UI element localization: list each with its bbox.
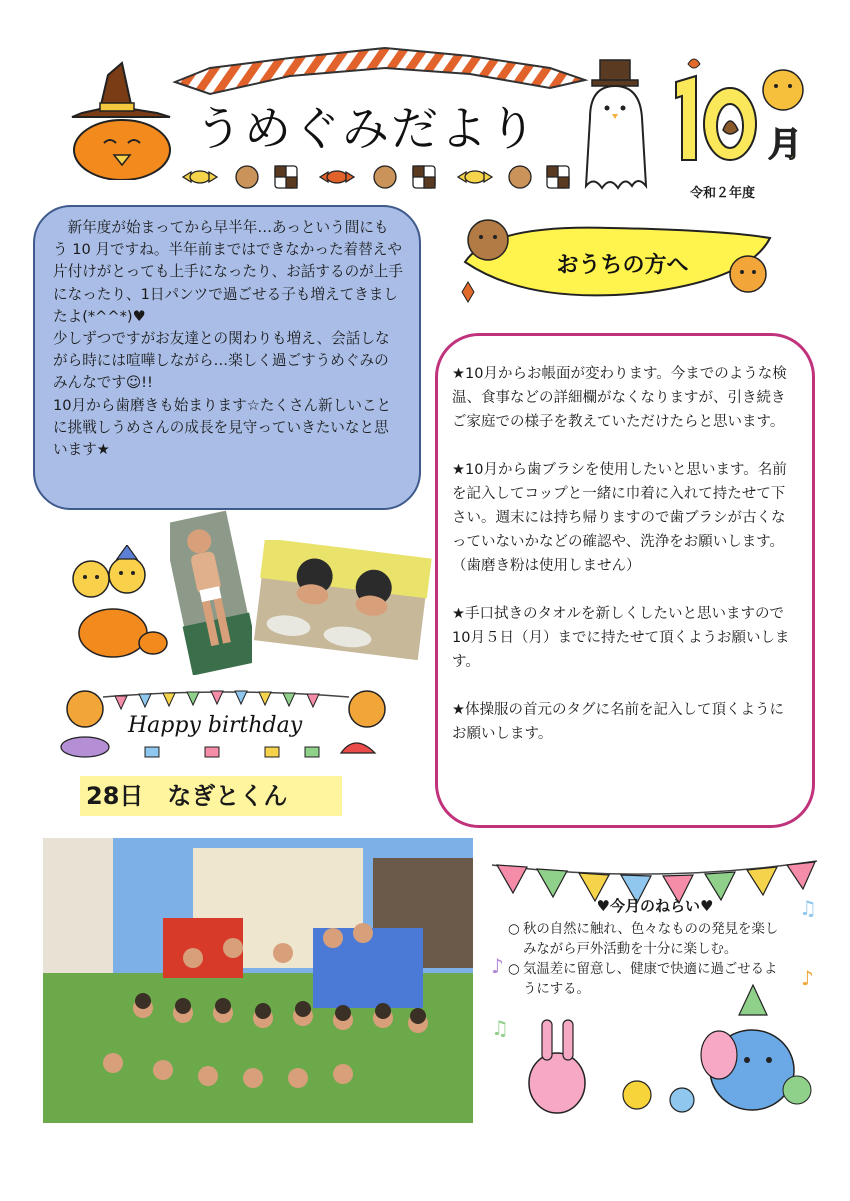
notice-item: ★10月から歯ブラシを使用したいと思います。名前を記入してコップと一緒に巾着に入れて持たせて下さい。週末には持ち帰りますので歯ブラシが古くなっていないかなどの確認や、洗浄をお願いします。（歯磨き粉は使用しません） [452,462,787,574]
svg-text:♪: ♪ [801,966,814,990]
aim-text: 気温差に留意し、健康で快適に過ごせるようにする。 [523,962,778,997]
newsletter-title: うめぐみだより [195,102,538,157]
happy-birthday-text: Happy birthday [128,713,303,738]
svg-text:♫: ♫ [799,896,817,920]
monthly-aims-list [508,920,783,1000]
aim-item [508,920,783,960]
month-10-title-graphic [668,52,818,170]
svg-text:♪: ♪ [491,954,504,978]
cats-pumpkin-illustration [65,545,170,660]
svg-text:月: 月 [768,125,802,165]
parent-notice-box [435,333,815,828]
ghost-top-hat-icon [580,58,650,193]
jack-o-lantern-witch-hat-icon [62,55,182,180]
intro-message-box [33,205,421,510]
class-group-photo [43,838,473,1123]
birthday-entry: 28日 なぎとくん [80,776,342,816]
monthly-aims-title: ♥今月のねらい♥ [596,897,714,915]
children-eating-photo [252,540,432,660]
child-swimwear-photo [170,510,252,675]
fiscal-year-label: 令和２年度 [690,186,756,201]
candy-cookie-decoration-row [175,160,580,194]
intro-paragraph-1: 新年度が始まってから早半年…あっという間にもう 10 月ですね。半年前まではできなかった着替えや片付けがとっても上手になったり、お話するのが上手になったり、1日パンツで過ごせる子も増えてきましたよ(*^^*)♥ [53,219,403,325]
aim-bullet: ○ [508,962,520,977]
notice-item: ★手口拭きのタオルを新しくしたいと思いますので 10月５日（月）までに持たせて頂くようお願いします。 [452,606,790,670]
notice-item: ★10月からお帳面が変わります。今までのような検温、食事などの詳細欄がなくなりますが、引き続きご家庭での様子を教えていただけたらと思います。 [452,366,787,430]
svg-text:♫: ♫ [491,1016,509,1040]
intro-paragraph-3: 10月から歯磨きも始まります☆たくさん新しいことに挑戦しうめさんの成長を見守っていきたいなと思います★ [53,396,392,459]
intro-paragraph-2: 少しずつですがお友達との関わりも増え、会話しながら時には喧嘩しながら…楽しく過ごすうめぐみのみんなです☺!! [53,330,390,392]
aim-bullet: ○ [508,922,520,937]
notice-heading: おうちの方へ [556,253,689,278]
notice-item: ★体操服の首元のタグに名前を記入して頂くようにお願いします。 [452,702,784,742]
aim-item [508,960,783,1000]
aim-text: 秋の自然に触れ、色々なものの発見を楽しみながら戸外活動を十分に楽しむ。 [523,922,779,957]
